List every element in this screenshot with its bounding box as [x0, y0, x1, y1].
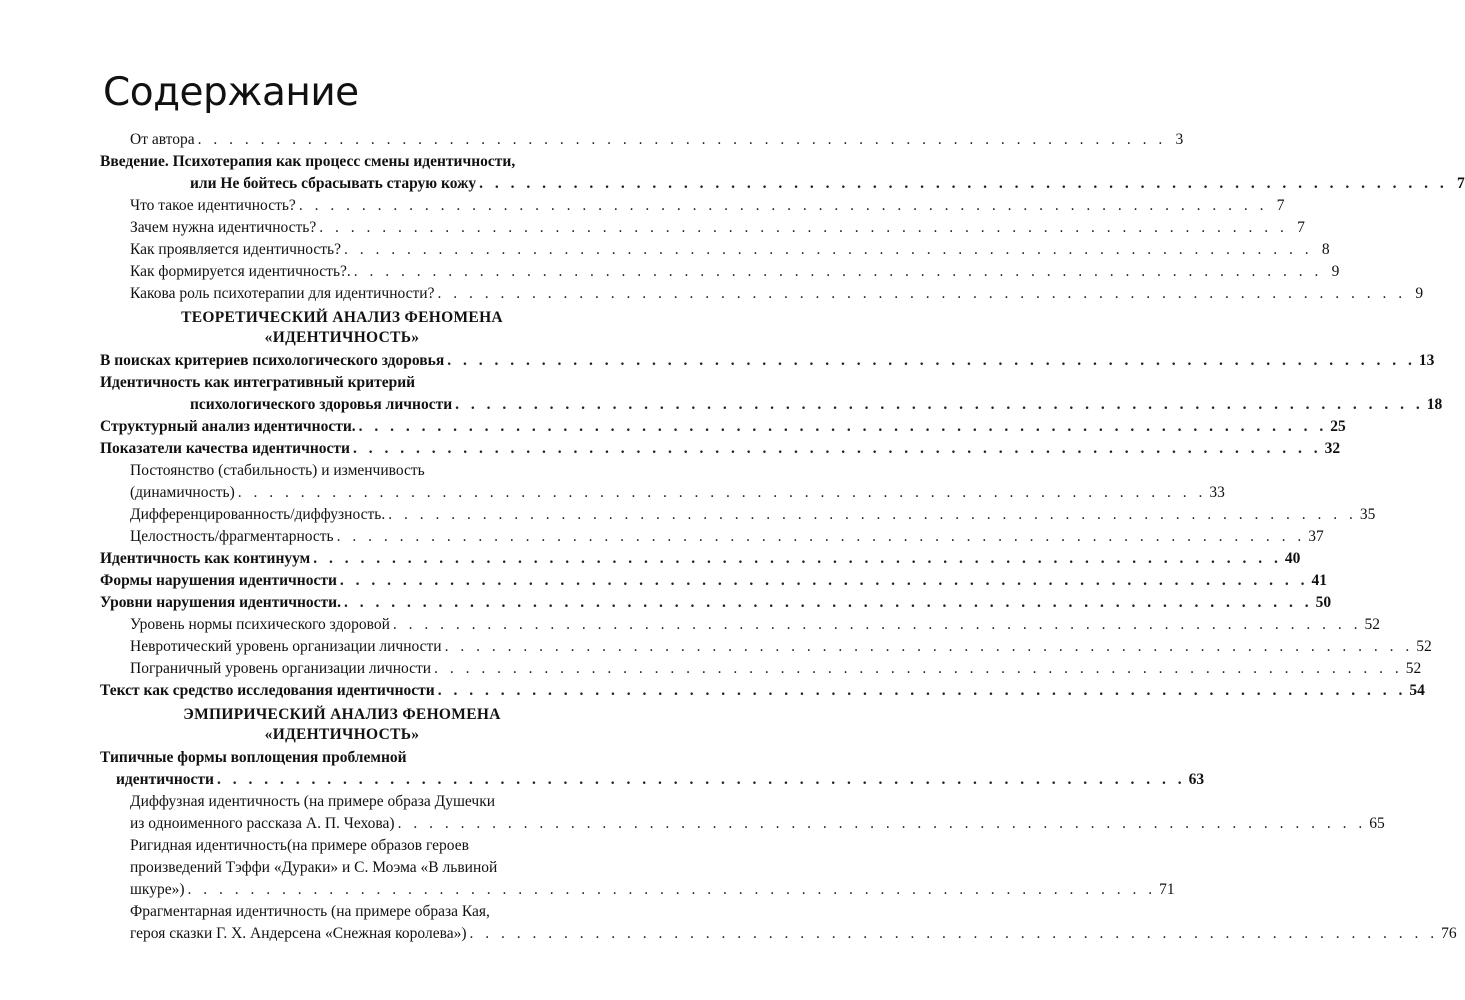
toc-entry-title: Идентичность как интегративный критерий — [100, 374, 416, 391]
toc-page-number: 7 — [1276, 197, 1285, 214]
toc-entry-title: Какова роль психотерапии для идентичности? — [130, 285, 435, 302]
toc-leader-dots: . . . . . . . . . . . . . . . . . . . . . . . . . . . . . . . . . . . . . . . . . . . . . . . . . . . . . . . . . . . . . . — [187, 881, 1157, 898]
toc-leader-dots: . . . . . . . . . . . . . . . . . . . . . . . . . . . . . . . . . . . . . . . . . . . . . . . . . . . . . . . . . . . . . . — [343, 594, 1313, 611]
toc-entry[interactable] — [100, 680, 1425, 702]
toc-entry-title: Целостность/фрагментарность — [130, 528, 334, 545]
toc-section-heading — [100, 705, 584, 745]
toc-entry[interactable] — [100, 438, 1341, 460]
page-title: Содержание — [103, 70, 359, 115]
toc-entry-title: Показатели качества идентичности — [100, 440, 350, 457]
toc-leader-dots: . . . . . . . . . . . . . . . . . . . . . . . . . . . . . . . . . . . . . . . . . . . . . . . . . . . . . . . . . . . . . . — [344, 241, 1313, 258]
toc-entry[interactable] — [100, 239, 1330, 261]
toc-entry-title: шкуре») — [130, 881, 185, 898]
toc-entry-title: Невротический уровень организации личности — [130, 638, 442, 655]
toc-entry[interactable] — [100, 195, 1285, 217]
toc-entry-title: Дифференцированность/диффузность. — [130, 506, 386, 523]
toc-page-number: 52 — [1416, 638, 1432, 655]
toc-entry[interactable] — [100, 901, 1457, 945]
toc-entry-title: Как формируется идентичность?. — [130, 263, 351, 280]
toc-section-heading — [100, 308, 584, 348]
toc-leader-dots: . . . . . . . . . . . . . . . . . . . . . . . . . . . . . . . . . . . . . . . . . . . . . . . . . . . . . . . . . . . . . . — [437, 682, 1407, 699]
toc-entry[interactable] — [100, 350, 1435, 372]
toc-entry-title: из одноименного рассказа А. П. Чехова) — [130, 815, 395, 832]
toc-leader-dots: . . . . . . . . . . . . . . . . . . . . . . . . . . . . . . . . . . . . . . . . . . . . . . . . . . . . . . . . . . . . . . — [447, 352, 1416, 369]
toc-entry-title: Уровни нарушения идентичности. — [100, 594, 341, 611]
toc-leader-dots: . . . . . . . . . . . . . . . . . . . . . . . . . . . . . . . . . . . . . . . . . . . . . . . . . . . . . . . . . . . . . . — [479, 175, 1448, 192]
section-heading-line: «ИДЕНТИЧНОСТЬ» — [264, 726, 420, 743]
table-of-contents — [100, 129, 1465, 945]
toc-page-number: 18 — [1426, 396, 1443, 413]
toc-entry[interactable] — [100, 636, 1432, 658]
toc-page-number: 37 — [1308, 528, 1324, 545]
toc-entry-title: Постоянство (стабильность) и изменчивость — [130, 462, 425, 479]
toc-page-number: 32 — [1324, 440, 1341, 457]
toc-entry-title: (динамичность) — [130, 484, 235, 501]
toc-entry-title: или Не бойтесь сбрасывать старую кожу — [190, 175, 477, 192]
toc-leader-dots: . . . . . . . . . . . . . . . . . . . . . . . . . . . . . . . . . . . . . . . . . . . . . . . . . . . . . . . . . . . . . . — [353, 263, 1323, 280]
toc-entry[interactable] — [100, 592, 1332, 614]
section-heading-line: ЭМПИРИЧЕСКИЙ АНАЛИЗ ФЕНОМЕНА — [183, 706, 501, 723]
toc-leader-dots: . . . . . . . . . . . . . . . . . . . . . . . . . . . . . . . . . . . . . . . . . . . . . . . . . . . . . . . . . . . . . . — [434, 660, 1403, 677]
toc-entry[interactable] — [100, 504, 1376, 526]
toc-entry-title: Как проявляется идентичность? — [130, 241, 342, 258]
toc-leader-dots: . . . . . . . . . . . . . . . . . . . . . . . . . . . . . . . . . . . . . . . . . . . . . . . . . . . . . . . . . . . . . . — [313, 550, 1282, 567]
toc-page-number: 7 — [1297, 219, 1305, 236]
toc-leader-dots: . . . . . . . . . . . . . . . . . . . . . . . . . . . . . . . . . . . . . . . . . . . . . . . . . . . . . . . . . . . . . . — [336, 528, 1306, 545]
toc-leader-dots: . . . . . . . . . . . . . . . . . . . . . . . . . . . . . . . . . . . . . . . . . . . . . . . . . . . . . . . . . . . . . . — [197, 131, 1167, 148]
toc-entry[interactable] — [100, 151, 1465, 195]
toc-entry[interactable] — [100, 548, 1301, 570]
toc-leader-dots: . . . . . . . . . . . . . . . . . . . . . . . . . . . . . . . . . . . . . . . . . . . . . . . . . . . . . . . . . . . . . . — [388, 506, 1357, 523]
toc-page-number: 40 — [1284, 550, 1301, 567]
toc-entry-title: Пограничный уровень организации личности — [130, 660, 432, 677]
toc-entry[interactable] — [100, 261, 1340, 283]
toc-page-number: 25 — [1330, 418, 1346, 435]
toc-entry[interactable] — [100, 658, 1422, 680]
toc-entry-title: Структурный анализ идентичности. — [100, 418, 356, 435]
toc-leader-dots: . . . . . . . . . . . . . . . . . . . . . . . . . . . . . . . . . . . . . . . . . . . . . . . . . . . . . . . . . . . . . . — [392, 616, 1362, 633]
toc-leader-dots: . . . . . . . . . . . . . . . . . . . . . . . . . . . . . . . . . . . . . . . . . . . . . . . . . . . . . . . . . . . . . . — [319, 219, 1288, 236]
toc-entry-title: Типичные формы воплощения проблемной — [100, 749, 407, 766]
toc-entry-title: Формы нарушения идентичности — [100, 572, 337, 589]
toc-page-number: 52 — [1405, 660, 1422, 677]
toc-page-number: 33 — [1209, 484, 1225, 501]
toc-entry-title: героя сказки Г. Х. Андерсена «Снежная королева») — [130, 925, 467, 942]
toc-entry-title: От автора — [130, 131, 195, 148]
toc-entry-title: Что такое идентичность? — [130, 197, 296, 214]
toc-leader-dots: . . . . . . . . . . . . . . . . . . . . . . . . . . . . . . . . . . . . . . . . . . . . . . . . . . . . . . . . . . . . . . — [455, 396, 1424, 413]
toc-entry-title: Фрагментарная идентичность (на примере образа Кая, — [130, 903, 490, 920]
toc-page-number: 71 — [1159, 881, 1175, 898]
toc-entry-title: В поисках критериев психологического здоровья — [100, 352, 445, 369]
toc-page-number: 7 — [1456, 175, 1465, 192]
toc-entry[interactable] — [100, 835, 1175, 901]
toc-entry[interactable] — [100, 372, 1443, 416]
toc-page-number: 63 — [1188, 771, 1205, 788]
toc-page-number: 50 — [1315, 594, 1332, 611]
toc-leader-dots: . . . . . . . . . . . . . . . . . . . . . . . . . . . . . . . . . . . . . . . . . . . . . . . . . . . . . . . . . . . . . . — [298, 197, 1268, 214]
toc-entry[interactable] — [100, 460, 1225, 504]
toc-page-number: 52 — [1364, 616, 1381, 633]
toc-entry-title: Текст как средство исследования идентичности — [100, 682, 435, 699]
toc-page-number: 41 — [1311, 572, 1328, 589]
toc-entry[interactable] — [100, 283, 1424, 305]
toc-page-number: 54 — [1409, 682, 1425, 699]
toc-entry-title: произведений Тэффи «Дураки» и С. Моэма «В львиной — [130, 859, 498, 876]
toc-entry-title: Уровень нормы психического здоровой — [130, 616, 390, 633]
toc-entry[interactable] — [100, 570, 1328, 592]
toc-page-number: 76 — [1441, 925, 1457, 942]
toc-leader-dots: . . . . . . . . . . . . . . . . . . . . . . . . . . . . . . . . . . . . . . . . . . . . . . . . . . . . . . . . . . . . . . — [397, 815, 1367, 832]
toc-leader-dots: . . . . . . . . . . . . . . . . . . . . . . . . . . . . . . . . . . . . . . . . . . . . . . . . . . . . . . . . . . . . . . — [339, 572, 1309, 589]
toc-entry-title: идентичности — [116, 771, 214, 788]
toc-page-number: 8 — [1321, 241, 1330, 258]
toc-entry-title: Зачем нужна идентичность? — [130, 219, 317, 236]
toc-page-number: 35 — [1359, 506, 1376, 523]
toc-page-number: 13 — [1418, 352, 1435, 369]
toc-page-number: 65 — [1369, 815, 1385, 832]
toc-entry-title: Введение. Психотерапия как процесс смены идентичности, — [100, 153, 516, 170]
section-heading-line: «ИДЕНТИЧНОСТЬ» — [264, 329, 420, 346]
toc-entry-title: психологического здоровья личности — [190, 396, 453, 413]
toc-entry[interactable] — [100, 217, 1305, 239]
toc-leader-dots: . . . . . . . . . . . . . . . . . . . . . . . . . . . . . . . . . . . . . . . . . . . . . . . . . . . . . . . . . . . . . . — [237, 484, 1207, 501]
toc-entry-title: Идентичность как континуум — [100, 550, 311, 567]
toc-leader-dots: . . . . . . . . . . . . . . . . . . . . . . . . . . . . . . . . . . . . . . . . . . . . . . . . . . . . . . . . . . . . . . — [437, 285, 1407, 302]
toc-entry[interactable] — [100, 416, 1346, 438]
toc-page-number: 9 — [1331, 263, 1340, 280]
toc-leader-dots: . . . . . . . . . . . . . . . . . . . . . . . . . . . . . . . . . . . . . . . . . . . . . . . . . . . . . . . . . . . . . . — [352, 440, 1322, 457]
toc-entry[interactable] — [100, 614, 1381, 636]
toc-entry[interactable] — [100, 129, 1184, 151]
toc-page-number: 9 — [1415, 285, 1424, 302]
toc-leader-dots: . . . . . . . . . . . . . . . . . . . . . . . . . . . . . . . . . . . . . . . . . . . . . . . . . . . . . . . . . . . . . . — [358, 418, 1328, 435]
toc-entry-title: Диффузная идентичность (на примере образа Душечки — [130, 793, 496, 810]
toc-leader-dots: . . . . . . . . . . . . . . . . . . . . . . . . . . . . . . . . . . . . . . . . . . . . . . . . . . . . . . . . . . . . . . — [216, 771, 1186, 788]
toc-page-number: 3 — [1175, 131, 1184, 148]
toc-entry[interactable] — [100, 791, 1385, 835]
toc-entry-title: Ригидная идентичность(на примере образов героев — [130, 837, 469, 854]
toc-entry[interactable] — [100, 747, 1205, 791]
toc-leader-dots: . . . . . . . . . . . . . . . . . . . . . . . . . . . . . . . . . . . . . . . . . . . . . . . . . . . . . . . . . . . . . . — [444, 638, 1414, 655]
toc-entry[interactable] — [100, 526, 1324, 548]
toc-leader-dots: . . . . . . . . . . . . . . . . . . . . . . . . . . . . . . . . . . . . . . . . . . . . . . . . . . . . . . . . . . . . . . — [469, 925, 1439, 942]
section-heading-line: ТЕОРЕТИЧЕСКИЙ АНАЛИЗ ФЕНОМЕНА — [181, 309, 503, 326]
